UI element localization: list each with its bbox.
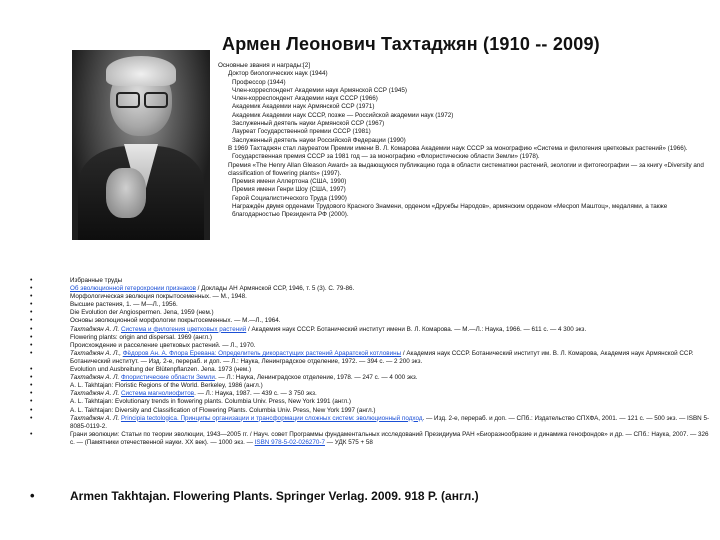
works-list — [30, 277, 712, 447]
portrait-photo — [72, 50, 210, 240]
award-item: Член-корреспондент Академии наук Армянской ССР (1945) — [232, 86, 407, 94]
work-item: • Flowering plants: origin and dispersal. 1969 (англ.) — [30, 334, 712, 342]
work-link[interactable]: Фёдоров Ан. А. Флора Еревана: Определитель дикорастущих растений Араратской котловины — [122, 349, 402, 357]
award-item: Академик Академии наук СССР, позже — Российской академии наук (1972) — [232, 111, 454, 119]
portrait-hand — [106, 168, 146, 218]
work-link[interactable]: Об эволюционной гетерохронии признаков — [70, 285, 196, 293]
page-title: Армен Леонович Тахтаджян (1910 -- 2009) — [222, 34, 600, 54]
work-link[interactable]: Система и филогения цветковых растений — [120, 325, 247, 333]
work-item: • Об эволюционной гетерохронии признаков / Доклады АН Армянской ССР, 1946, т. 5 (3). С. 79-86. — [30, 285, 712, 293]
work-item: • Высшие растения, 1. — М—Л., 1956. — [30, 301, 712, 309]
award-item: Академик Академии наук Армянской ССР (1971) — [232, 103, 375, 111]
awards-heading: Основные звания и награды:[2] — [218, 62, 310, 69]
award-item: Доктор биологических наук (1944) — [228, 70, 328, 78]
work-link[interactable]: ISBN 978-5-02-026270-7 — [254, 438, 325, 446]
work-item: • Тахтаджян А. Л. Флористические области Земли. — Л.: Наука, Ленинградское отделение, 1978. — 247 с. — 4 000 экз. — [30, 374, 712, 382]
award-item: Лауреат Государственной премии СССР (1981) — [232, 128, 371, 136]
award-item: В 1969 Тахтаджян стал лауреатом Премии имени В. Л. Комарова Академии наук СССР за монографию «Система и филогения цветковых растений» (1966). — [228, 144, 688, 152]
work-link[interactable]: Флористические области Земли — [120, 374, 215, 382]
award-item: Заслуженный деятель науки Российской Федерации (1990) — [232, 136, 406, 144]
works-heading: • Избранные труды — [30, 277, 712, 285]
award-item: Член-корреспондент Академии наук СССР (1966) — [232, 95, 378, 103]
work-item: • Происхождение и расселение цветковых растений. — Л., 1970. — [30, 342, 712, 350]
work-item: • Тахтаджян А. Л. Система и филогения цветковых растений / Академия наук СССР. Ботанический институт имени В. Л. Комарова. — М.—Л.: Наука, 1966. — 611 с. — 4 300 экз. — [30, 326, 712, 334]
award-item: Государственная премия СССР за 1981 год — за монографию «Флористические области Земли» (1978). — [232, 153, 540, 161]
work-item: • A. L. Takhtajan: Diversity and Classification of Flowering Plants. Columbia Univ. Press, New York 1997 (англ.) — [30, 407, 712, 415]
portrait-glasses — [116, 92, 166, 104]
work-item: • A. L. Takhtajan: Floristic Regions of the World. Berkeley, 1986 (англ.) — [30, 382, 712, 390]
award-item: Премия «The Henry Allan Gleason Award» за выдающуюся публикацию года в области систематики растений, экологии и фитогеографии — за книгу «Diversity and classification of flowering plants» (1997). — [228, 161, 704, 177]
award-item: Награждён двумя орденами Трудового Красного Знамени, орденом «Дружбы Народов», армянским орденом «Месроп Маштоц», медалями, а также благодарностью Президента РФ (2000). — [232, 203, 668, 219]
portrait-hair — [106, 56, 176, 86]
work-item: • Тахтаджян А. Л., Фёдоров Ан. А. Флора Еревана: Определитель дикорастущих растений Араратской котловины / Академия наук СССР. Ботанический институт им. В. Л. Комарова, Академия наук Армянской ССР. Ботанический институт. — Изд. 2-е, перераб. и доп. — Л.: Наука, Ленинградское отделение, 1972. — 394 с. — 2 200 экз. — [30, 350, 712, 366]
award-item: Премия имени Генри Шоу (США, 1997) — [232, 186, 346, 194]
work-item: • Тахтаджян А. Л. Principia tectologica. Принципы организации и трансформации сложных систем: эволюционный подход. — Изд. 2-е, перераб. и доп. — СПб.: Издательство СПХФА, 2001. — 121 с. — 500 экз. — ISBN 5-8085-0119-2. — [30, 415, 712, 431]
work-item: • Грани эволюции: Статьи по теории эволюции, 1943—2005 гг. / Науч. совет Программы фундаментальных исследований Президиума РАН «Биоразнообразие и динамика генофондов» и др. — СПб.: Наука, 2007. — 326 с. — (Памятники отечественной науки. XX век). — 1000 экз. — ISBN 978-5-02-026270-7 — УДК 575 + 58 — [30, 431, 712, 447]
work-item: • Evolution und Ausbreitung der Blütenpflanzen. Jena. 1973 (нем.) — [30, 366, 712, 374]
work-link[interactable]: Система магнолиофитов — [120, 390, 195, 398]
work-item: • A. L. Takhtajan: Evolutionary trends in flowering plants. Columbia Univ. Press, New York 1991 (англ.) — [30, 398, 712, 406]
work-item: • Тахтаджян А. Л. Система магнолиофитов. — Л.: Наука, 1987. — 439 с. — 3 750 экз. — [30, 390, 712, 398]
award-item: Премия имени Аллертона (США, 1990) — [232, 178, 347, 186]
award-item: Профессор (1944) — [232, 78, 286, 86]
work-item: • Die Evolution der Angiospermen. Jena, 1959 (нем.) — [30, 309, 712, 317]
work-item: • Морфологическая эволюция покрытосеменных. — М., 1948. — [30, 293, 712, 301]
award-item: Заслуженный деятель науки Армянской ССР (1967) — [232, 120, 385, 128]
work-link[interactable]: Principia tectologica. Принципы организации и трансформации сложных систем: эволюционный подход — [120, 414, 423, 422]
featured-work: • Armen Takhtajan. Flowering Plants. Springer Verlag. 2009. 918 P. (англ.) — [30, 489, 720, 503]
award-item: Герой Социалистического Труда (1990) — [232, 194, 347, 202]
work-item: • Основы эволюционной морфологии покрытосеменных. — М.—Л., 1964. — [30, 317, 712, 325]
awards-list — [218, 62, 708, 220]
